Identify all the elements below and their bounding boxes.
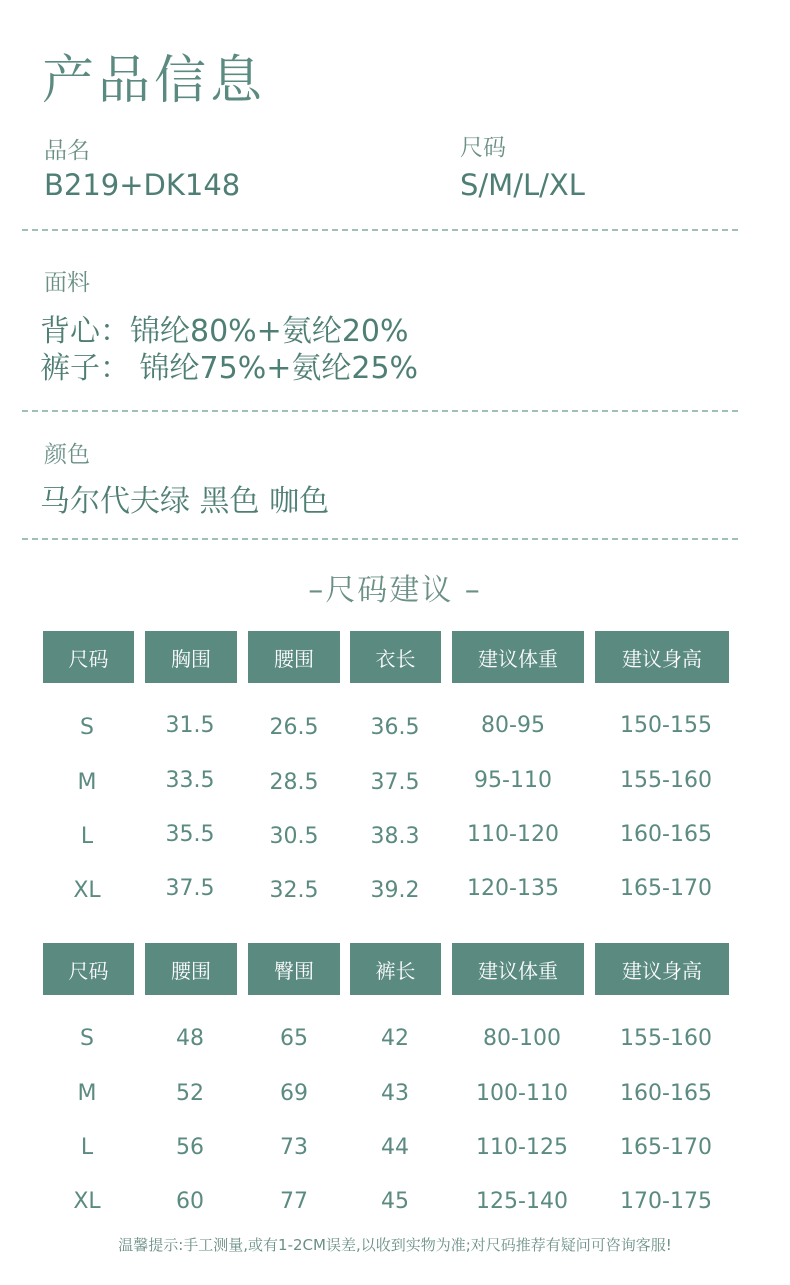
table-cell: 160-165 [620,1081,712,1106]
footer-note: 温馨提示:手工测量,或有1-2CM误差,以收到实物为准;对尺码推荐有疑问可咨询客服! [118,1236,672,1254]
table-cell: M [77,1081,97,1106]
table-cell: 80-95 [481,713,545,738]
table-cell: 31.5 [165,713,215,738]
page-title: 产品信息 [42,51,267,111]
size-value: S/M/L/XL [460,168,585,202]
table-cell: 65 [280,1026,308,1051]
table-cell: 37.5 [370,770,420,795]
table-cell: 120-135 [467,876,559,901]
table-cell: S [80,1026,94,1051]
table-cell: 35.5 [165,822,215,847]
bottom-header-weight: 建议体重 [452,943,584,995]
table-cell: XL [73,1189,101,1214]
top-header-size: 尺码 [43,631,134,683]
size-label: 尺码 [460,135,506,161]
table-cell: 155-160 [620,1026,712,1051]
table-cell: 69 [280,1081,308,1106]
product-name-value: B219+DK148 [44,168,241,202]
table-cell: M [77,770,97,795]
table-cell: 170-175 [620,1189,712,1214]
fabric-line-vest: 背心：锦纶80%+氨纶20% [40,314,409,349]
table-cell: 73 [280,1135,308,1160]
bottom-header-length: 裤长 [350,943,441,995]
bottom-header-height: 建议身高 [595,943,729,995]
bottom-header-size: 尺码 [43,943,134,995]
product-name-label: 品名 [44,138,90,164]
divider [22,229,738,231]
table-cell: 33.5 [165,768,215,793]
fabric-label: 面料 [44,270,90,296]
table-cell: 95-110 [474,768,552,793]
top-header-height: 建议身高 [595,631,729,683]
table-cell: 28.5 [269,770,319,795]
top-header-length: 衣长 [350,631,441,683]
table-cell: 26.5 [269,715,319,740]
table-cell: 44 [381,1135,409,1160]
table-cell: 37.5 [165,876,215,901]
table-cell: 36.5 [370,715,420,740]
table-cell: 110-125 [476,1135,568,1160]
color-value: 马尔代夫绿 黑色 咖色 [40,484,330,519]
color-label: 颜色 [44,442,90,468]
top-header-waist: 腰围 [248,631,340,683]
size-advice-title: –尺码建议 – [308,573,482,608]
table-cell: 125-140 [476,1189,568,1214]
divider [22,538,738,540]
table-cell: 30.5 [269,824,319,849]
table-cell: 100-110 [476,1081,568,1106]
table-cell: 110-120 [467,822,559,847]
table-cell: 42 [381,1026,409,1051]
table-cell: L [80,1135,94,1160]
table-cell: 39.2 [370,878,420,903]
table-cell: 80-100 [483,1026,561,1051]
table-cell: 52 [176,1081,204,1106]
table-cell: 56 [176,1135,204,1160]
table-cell: 150-155 [620,713,712,738]
table-cell: 48 [176,1026,204,1051]
top-header-chest: 胸围 [145,631,237,683]
bottom-header-waist: 腰围 [145,943,237,995]
table-cell: XL [73,878,101,903]
divider [22,410,738,412]
table-cell: 160-165 [620,822,712,847]
fabric-line-pants: 裤子： 锦纶75%+氨纶25% [40,351,419,386]
table-cell: 165-170 [620,1135,712,1160]
table-cell: S [80,715,94,740]
top-header-weight: 建议体重 [452,631,584,683]
table-cell: 43 [381,1081,409,1106]
table-cell: 77 [280,1189,308,1214]
table-cell: 45 [381,1189,409,1214]
table-cell: 165-170 [620,876,712,901]
table-cell: 155-160 [620,768,712,793]
bottom-header-hip: 臀围 [248,943,340,995]
table-cell: 60 [176,1189,204,1214]
table-cell: L [80,824,94,849]
table-cell: 32.5 [269,878,319,903]
table-cell: 38.3 [370,824,420,849]
